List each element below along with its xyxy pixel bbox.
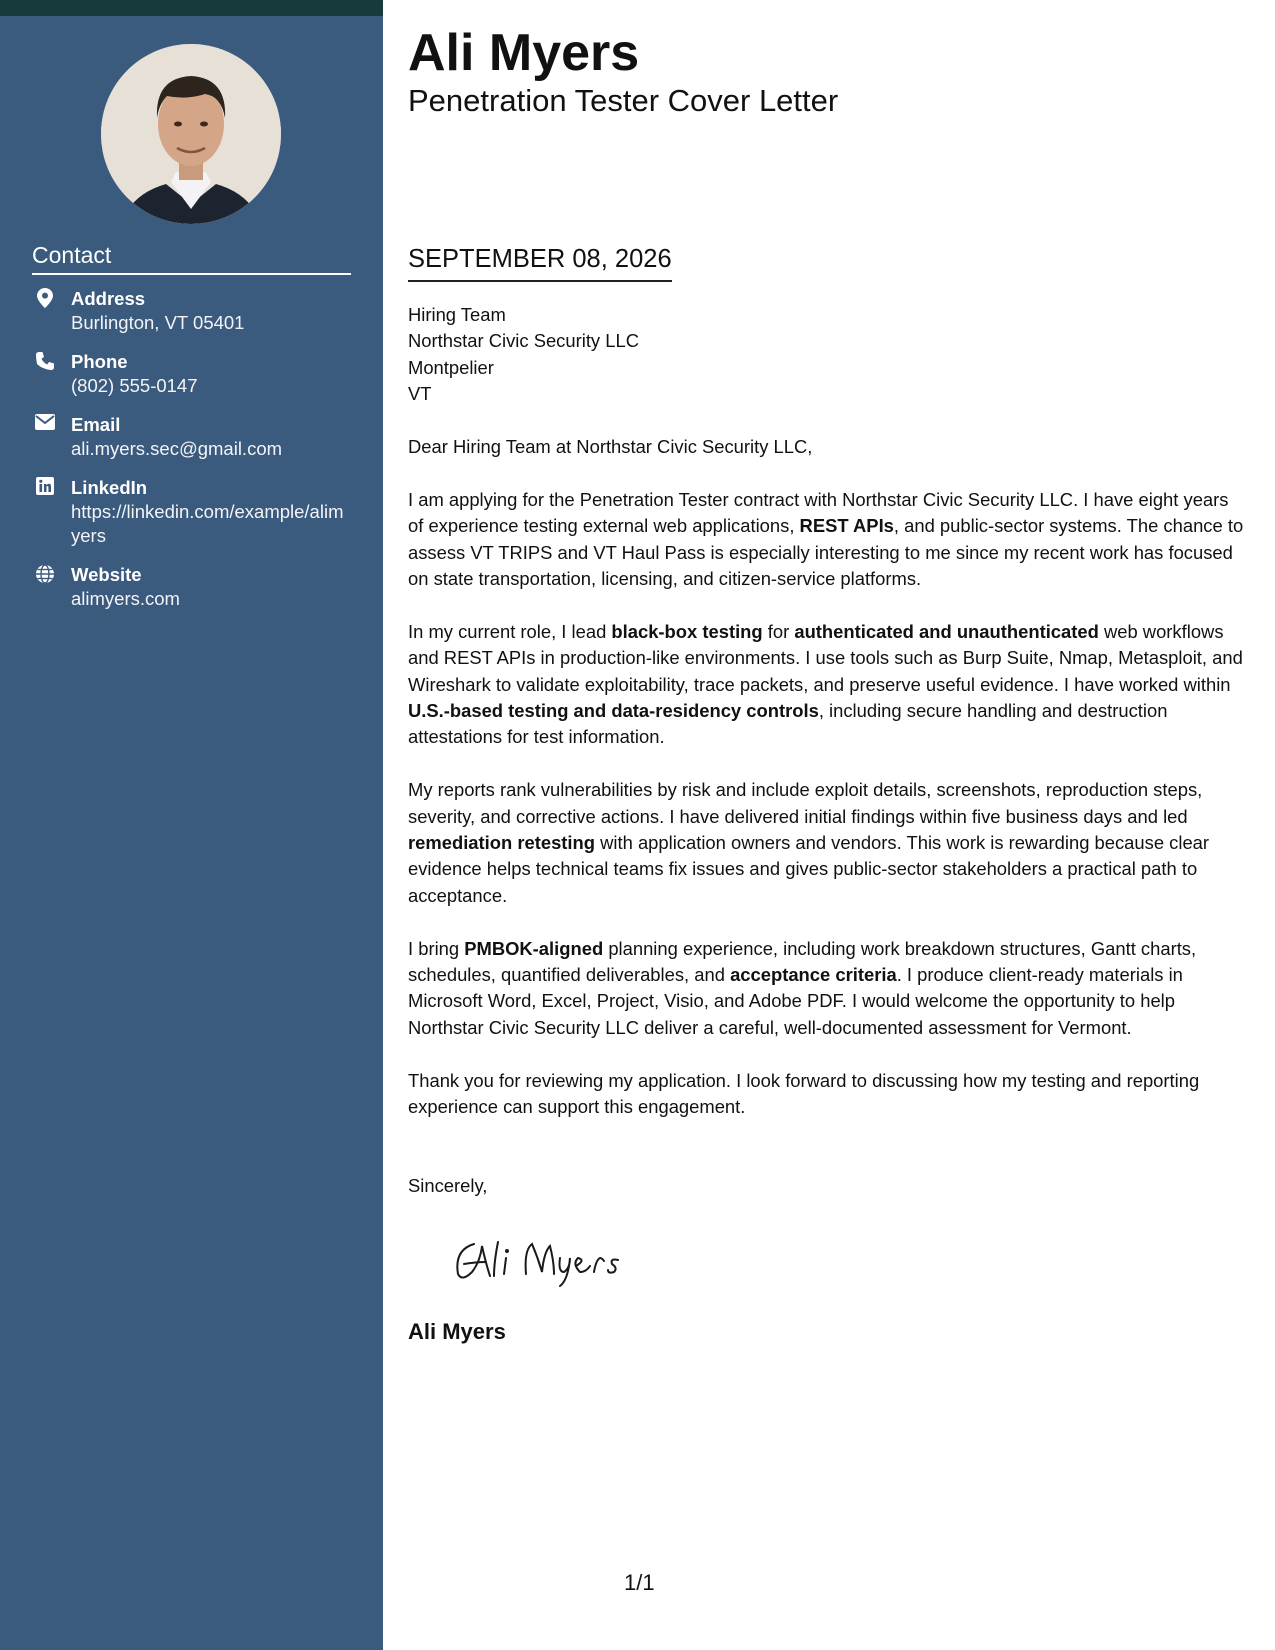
page-number: 1/1 [624,1570,655,1595]
text-run: Thank you for reviewing my application. I look forward to discussing how my testing and reporting experience can support this engagement. [408,1069,1200,1118]
website-value[interactable]: alimyers.com [71,588,180,609]
bold-phrase: PMBOK-aligned [464,937,604,959]
signed-name: Ali Myers [408,1319,506,1344]
body-paragraph [408,777,1248,909]
text-run: I am applying for the Penetration Tester contract with Northstar Civic Security LLC. I have eight years of experience testing external web applications, [408,488,1229,537]
linkedin-icon [34,477,56,499]
letter-body [408,302,1248,1225]
letter-date: SEPTEMBER 08, 2026 [408,242,672,282]
email-value[interactable]: ali.myers.sec@gmail.com [71,438,283,459]
sidebar [0,16,383,1650]
contact-item-address [32,286,352,335]
contact-item-phone [32,349,352,398]
contact-label: LinkedIn [71,477,148,498]
map-pin-icon [34,288,56,310]
phone-icon [34,351,56,373]
applicant-name: Ali Myers [408,24,640,82]
recipient-line: VT [408,383,432,405]
globe-icon [34,564,56,586]
recipient-line: Northstar Civic Security LLC [408,330,639,352]
text-run: web workflows and REST APIs in production-like environments. I use tools such as Burp Suite, Nmap, Metasploit, and Wireshark to validate exploitability, trace packets, and preserve useful evidence. I have worked within [408,620,1243,695]
salutation: Dear Hiring Team at Northstar Civic Security LLC, [408,436,813,458]
bold-phrase: REST APIs [799,515,894,537]
contact-label: Address [71,288,146,309]
bold-phrase: authenticated and unauthenticated [794,620,1099,642]
contact-label: Phone [71,351,128,372]
phone-value: (802) 555-0147 [71,375,198,396]
text-run: planning experience, including work breakdown structures, Gantt charts, schedules, quantified deliverables, and [408,937,1197,986]
address-value: Burlington, VT 05401 [71,312,245,333]
bold-phrase: acceptance criteria [730,964,897,986]
avatar [101,44,281,224]
profile-photo [101,44,281,224]
bold-phrase: U.S.-based testing and data-residency controls [408,700,819,722]
document-title: Penetration Tester Cover Letter [408,83,839,118]
contact-item-email [32,412,352,461]
text-run: for [762,620,795,642]
body-paragraph [408,936,1248,1042]
contact-list [32,286,352,625]
recipient-line: Hiring Team [408,304,506,325]
body-paragraph [408,619,1248,751]
envelope-icon [34,414,56,436]
contact-heading: Contact [32,241,351,275]
body-paragraph [408,1068,1248,1121]
text-run: . I produce client-ready materials in Microsoft Word, Excel, Project, Visio, and Adobe PDF. I would welcome the opportunity to help Northstar Civic Security LLC deliver a careful, well-documented assessment for Vermont. [408,964,1183,1038]
bold-phrase: black-box testing [611,620,763,642]
recipient-line: Montpelier [408,356,494,378]
contact-item-linkedin [32,475,352,548]
sidebar-top-strip [0,0,383,16]
body-paragraph [408,487,1248,593]
text-run: I bring [408,937,465,959]
closing: Sincerely, [408,1174,488,1196]
contact-label: Email [71,414,121,435]
contact-label: Website [71,564,142,585]
handwritten-signature [446,1228,666,1288]
text-run: In my current role, I lead [408,620,612,642]
linkedin-value[interactable]: https://linkedin.com/example/alimyers [71,501,344,546]
text-run: , and public-sector systems. The chance to assess VT TRIPS and VT Haul Pass is especially interesting to me since my recent work has focused on state transportation, licensing, and citizen-service platforms. [408,515,1244,590]
contact-item-website [32,562,352,611]
bold-phrase: remediation retesting [408,832,596,854]
text-run: with application owners and vendors. This work is rewarding because clear evidence helps technical teams fix issues and gives public-sector stakeholders a practical path to acceptance. [408,832,1210,906]
text-run: My reports rank vulnerabilities by risk and include exploit details, screenshots, reproduction steps, severity, and corrective actions. I have delivered initial findings within five business days and led [408,779,1203,827]
recipient-block [408,302,1248,408]
text-run: , including secure handling and destruction attestations for test information. [408,700,1168,748]
